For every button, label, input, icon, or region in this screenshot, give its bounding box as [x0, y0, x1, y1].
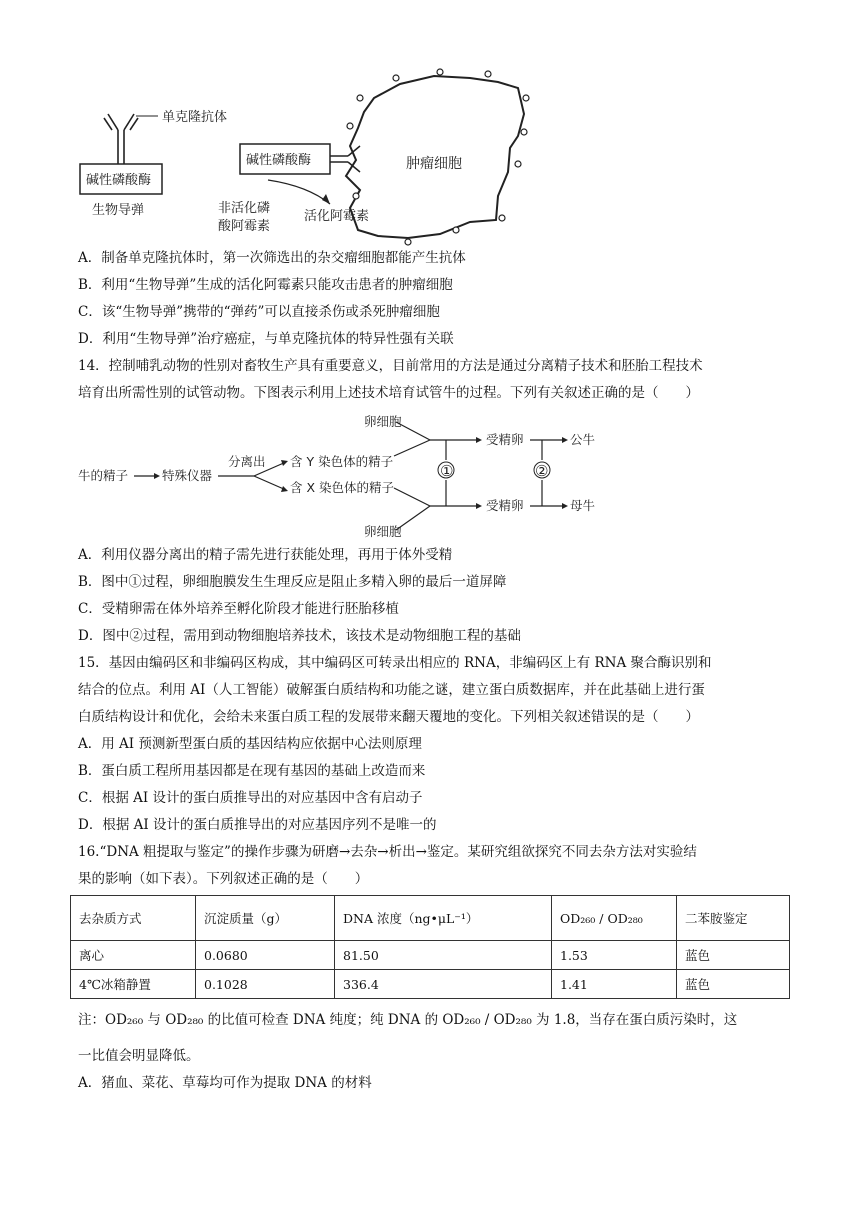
- table-cell: 336.4: [335, 970, 552, 999]
- x-sperm-label: 含 X 染色体的精子: [290, 480, 395, 495]
- antibody-icon: [104, 114, 138, 164]
- male-label: 公牛: [570, 432, 596, 447]
- q13-option-c: C．该“生物导弹”携带的“弹药”可以直接杀伤或杀死肿瘤细胞: [78, 304, 440, 320]
- q14-stem-line2: 培育出所需性别的试管动物。下图表示利用上述技术培育试管牛的过程。下列有关叙述正确的是（ ）: [78, 385, 699, 401]
- q13-option-d: D．利用“生物导弹”治疗癌症，与单克隆抗体的特异性强有关联: [78, 331, 454, 347]
- sperm-label: 牛的精子: [78, 468, 129, 483]
- q15-option-d: D．根据 AI 设计的蛋白质推导出的对应基因序列不是唯一的: [78, 817, 437, 833]
- table-cell: 1.41: [552, 970, 677, 999]
- inactive-drug-line2: 酸阿霉素: [218, 219, 271, 234]
- q15-option-b: B．蛋白质工程所用基因都是在现有基因的基础上改造而来: [78, 763, 426, 779]
- table-header-cell: 去杂质方式: [71, 896, 196, 941]
- missile-label: 生物导弹: [92, 203, 145, 218]
- table-header-cell: OD₂₆₀ / OD₂₈₀: [552, 896, 677, 941]
- table-header-cell: 二苯胺鉴定: [677, 896, 790, 941]
- zygote-bottom-label: 受精卵: [486, 498, 524, 513]
- device-label: 特殊仪器: [162, 468, 213, 483]
- table-header-cell: DNA 浓度（ng•μL⁻¹）: [335, 896, 552, 941]
- table-cell: 蓝色: [677, 970, 790, 999]
- table-row: [71, 970, 790, 999]
- q14-option-d: D．图中②过程，需用到动物细胞培养技术，该技术是动物细胞工程的基础: [78, 628, 521, 644]
- q14-option-b: B．图中①过程，卵细胞膜发生生理反应是阻止多精入卵的最后一道屏障: [78, 574, 507, 590]
- enzyme-label-left: 碱性磷酸酶: [86, 173, 152, 188]
- table-cell: 蓝色: [677, 941, 790, 970]
- antibody-label: 单克隆抗体: [162, 110, 228, 125]
- note-line2: 一比值会明显降低。: [78, 1048, 200, 1064]
- q13-option-b: B．利用“生物导弹”生成的活化阿霉素只能攻击患者的肿瘤细胞: [78, 277, 453, 293]
- female-label: 母牛: [570, 498, 596, 513]
- q15-stem-line1: 15．基因由编码区和非编码区构成，其中编码区可转录出相应的 RNA，非编码区上有 RNA 聚合酶识别和: [78, 655, 712, 671]
- q16-option-a: A．猪血、菜花、草莓均可作为提取 DNA 的材料: [78, 1075, 372, 1091]
- q15-stem-line3: 白质结构设计和优化，会给未来蛋白质工程的发展带来翻天覆地的变化。下列相关叙述错误的是（ ）: [78, 709, 699, 725]
- q15-stem-line2: 结合的位点。利用 AI（人工智能）破解蛋白质结构和功能之谜，建立蛋白质数据库，并在此基础上进行蛋: [78, 682, 705, 698]
- table-row: [71, 941, 790, 970]
- q15-option-c: C．根据 AI 设计的蛋白质推导出的对应基因中含有启动子: [78, 790, 423, 806]
- table-cell: 0.0680: [196, 941, 335, 970]
- q16-stem-line1: 16.“DNA 粗提取与鉴定”的操作步骤为研磨→去杂→析出→鉴定。某研究组欲探究不同去杂方法对实验结: [78, 844, 697, 860]
- zygote-top-label: 受精卵: [486, 432, 524, 447]
- test-tube-cattle-figure: [78, 410, 598, 542]
- q13-option-a: A．制备单克隆抗体时，第一次筛选出的杂交瘤细胞都能产生抗体: [78, 250, 466, 266]
- table-cell: 离心: [71, 941, 196, 970]
- step1-marker: ①: [440, 462, 454, 480]
- table-cell: 4℃冰箱静置: [71, 970, 196, 999]
- inactive-drug-line1: 非活化磷: [218, 201, 271, 216]
- table-cell: 1.53: [552, 941, 677, 970]
- q15-option-a: A．用 AI 预测新型蛋白质的基因结构应依据中心法则原理: [78, 736, 422, 752]
- q14-option-a: A．利用仪器分离出的精子需先进行获能处理，再用于体外受精: [78, 547, 453, 563]
- y-sperm-label: 含 Y 染色体的精子: [290, 454, 394, 469]
- results-table: [70, 895, 790, 999]
- step2-marker: ②: [535, 462, 549, 480]
- biological-missile-figure: [78, 68, 538, 246]
- table-header-cell: 沉淀质量（g）: [196, 896, 335, 941]
- enzyme-label-right: 碱性磷酸酶: [246, 153, 312, 168]
- conversion-arrow: [268, 180, 330, 204]
- active-drug-label: 活化阿霉素: [304, 209, 370, 224]
- table-header-row: [71, 896, 790, 941]
- egg-top-label: 卵细胞: [364, 414, 402, 429]
- table-cell: 0.1028: [196, 970, 335, 999]
- q14-stem-line1: 14．控制哺乳动物的性别对畜牧生产具有重要意义，目前常用的方法是通过分离精子技术和胚胎工程技术: [78, 358, 703, 374]
- separate-label: 分离出: [228, 454, 266, 469]
- egg-bottom-label: 卵细胞: [364, 524, 402, 539]
- q14-option-c: C．受精卵需在体外培养至孵化阶段才能进行胚胎移植: [78, 601, 399, 617]
- tumor-label: 肿瘤细胞: [406, 156, 462, 172]
- note-line1: 注：OD₂₆₀ 与 OD₂₈₀ 的比值可检查 DNA 纯度；纯 DNA 的 OD₂₆₀ / OD₂₈₀ 为 1.8，当存在蛋白质污染时，这: [78, 1012, 738, 1028]
- table-cell: 81.50: [335, 941, 552, 970]
- q16-stem-line2: 果的影响（如下表）。下列叙述正确的是（ ）: [78, 871, 369, 887]
